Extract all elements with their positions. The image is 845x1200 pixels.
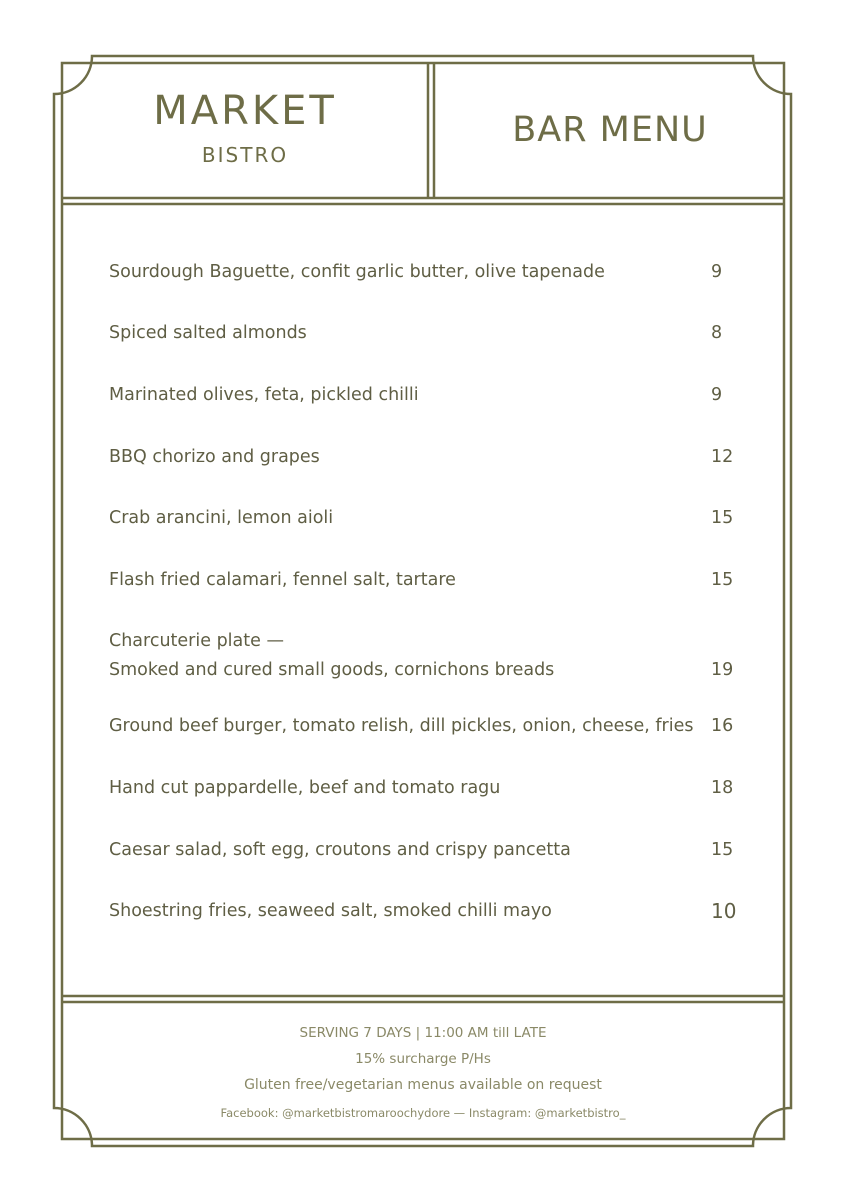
menu-title: BAR MENU (512, 110, 708, 150)
item-name: Crab arancini, lemon aioli (109, 508, 334, 528)
footer-social: Facebook: @marketbistromaroochydore — Instagram: @marketbistro_ (220, 1106, 626, 1120)
item-price: 12 (711, 447, 734, 467)
footer-hours: SERVING 7 DAYS | 11:00 AM till LATE (299, 1025, 547, 1041)
footer-dietary: Gluten free/vegetarian menus available on request (244, 1077, 602, 1093)
item-price: 15 (711, 508, 734, 528)
item-price: 18 (711, 778, 734, 798)
item-name: Flash fried calamari, fennel salt, tartare (109, 570, 456, 590)
item-price: 9 (711, 262, 723, 282)
footer-surcharge: 15% surcharge P/Hs (355, 1051, 491, 1067)
item-price: 8 (711, 323, 723, 343)
item-name: Shoestring fries, seaweed salt, smoked chilli mayo (109, 901, 552, 921)
item-name: Hand cut pappardelle, beef and tomato ragu (109, 778, 501, 798)
item-name: Ground beef burger, tomato relish, dill pickles, onion, cheese, fries (109, 716, 694, 736)
item-price: 10 (711, 899, 737, 923)
item-price: 16 (711, 716, 734, 736)
item-name: Sourdough Baguette, confit garlic butter, olive tapenade (109, 262, 605, 282)
item-price: 19 (711, 660, 734, 680)
outer-border (54, 56, 791, 1146)
item-name: Charcuterie plate — (109, 631, 284, 651)
item-name: BBQ chorizo and grapes (109, 447, 320, 467)
item-name: Caesar salad, soft egg, croutons and crispy pancetta (109, 840, 571, 860)
brand-name: MARKET (153, 88, 337, 134)
inner-border (62, 63, 784, 1139)
item-price: 15 (711, 570, 734, 590)
item-name: Spiced salted almonds (109, 323, 307, 343)
brand-sub: BISTRO (201, 143, 289, 167)
item-name-line2: Smoked and cured small goods, cornichons breads (109, 660, 555, 680)
item-price: 9 (711, 385, 723, 405)
item-price: 15 (711, 840, 734, 860)
item-name: Marinated olives, feta, pickled chilli (109, 385, 419, 405)
